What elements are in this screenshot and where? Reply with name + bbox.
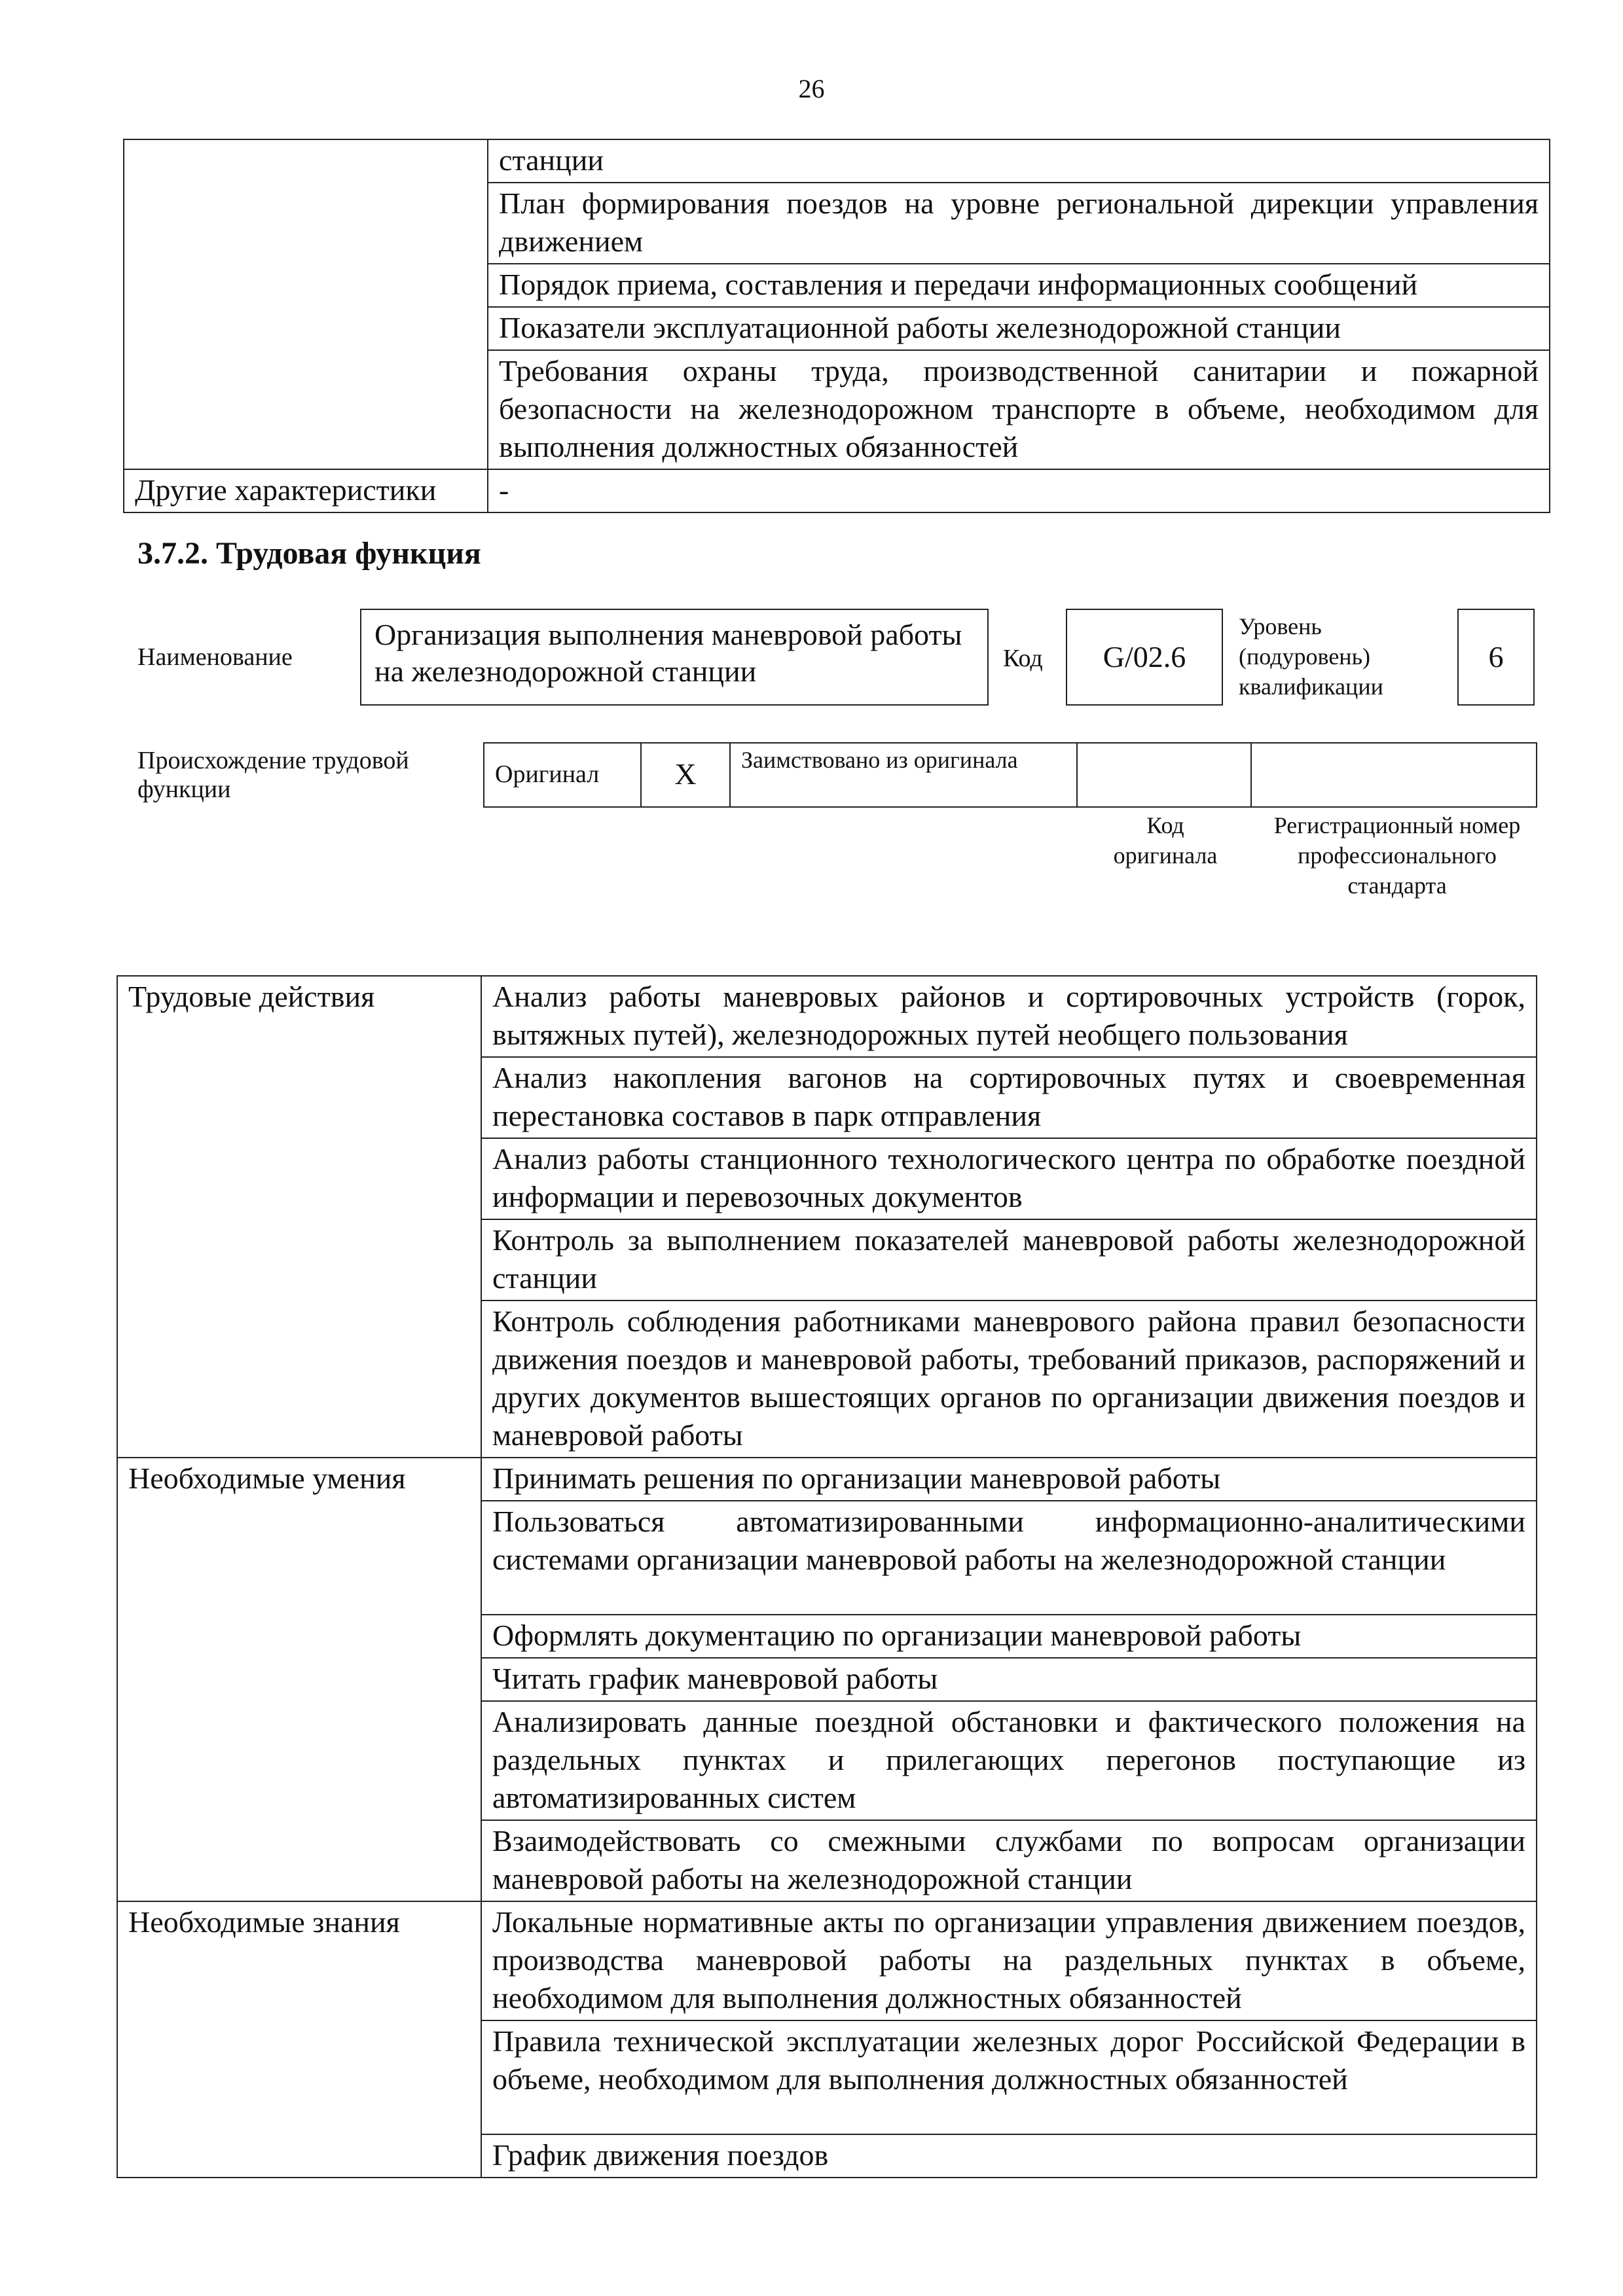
skill-5: Анализировать данные поездной обстановки и фактического положения на раздельных пунктах и прилегающих перегонов поступающие из автоматизированных систем	[481, 1701, 1537, 1820]
skill-6: Взаимодействовать со смежными службами по вопросам организации маневровой работы на железнодорожной станции	[481, 1820, 1537, 1901]
top-row-5: Требования охраны труда, производственной санитарии и пожарной безопасности на железнодорожном транспорте в объеме, необходимом для выполнения должностных обязанностей	[488, 350, 1550, 469]
labor-action-2: Анализ накопления вагонов на сортировочных путях и своевременная перестановка составов в парк отправления	[481, 1057, 1537, 1138]
origin-label: Происхождение трудовой функции	[137, 747, 409, 803]
page-number: 26	[798, 74, 825, 103]
origin-code-caption: Код оригинала	[1113, 812, 1218, 869]
top-row-3: Порядок приема, составления и передачи информационных сообщений	[488, 264, 1550, 307]
knowledge-3: График движения поездов	[481, 2134, 1537, 2178]
origin-table	[483, 742, 1537, 808]
origin-reg-cell	[1251, 743, 1537, 807]
level-value: 6	[1488, 640, 1504, 673]
level-label: Уровень (подуровень) квалификации	[1239, 613, 1383, 700]
main-table	[117, 975, 1537, 2178]
name-value-box	[360, 609, 989, 706]
skills-label: Необходимые умения	[117, 1458, 481, 1901]
origin-original-mark: X	[641, 743, 730, 807]
labor-actions-label: Трудовые действия	[117, 976, 481, 1458]
top-table-empty-cell	[124, 139, 488, 469]
labor-action-3: Анализ работы станционного технологического центра по обработке поездной информации и перевозочных документов	[481, 1138, 1537, 1219]
knowledge-label: Необходимые знания	[117, 1901, 481, 2178]
labor-action-5: Контроль соблюдения работниками маневрового района правил безопасности движения поездов и маневровой работы, требований приказов, распоряжений и других документов вышестоящих органов по организации движения поездов и маневровой работы	[481, 1300, 1537, 1458]
skill-1: Принимать решения по организации маневровой работы	[481, 1458, 1537, 1501]
name-value: Организация выполнения маневровой работы на железнодорожной станции	[374, 618, 962, 688]
other-characteristics-label: Другие характеристики	[124, 469, 488, 512]
top-table	[123, 139, 1550, 513]
labor-action-1: Анализ работы маневровых районов и сортировочных устройств (горок, вытяжных путей), железнодорожных путей необщего пользования	[481, 976, 1537, 1057]
knowledge-1: Локальные нормативные акты по организации управления движением поездов, производства маневровой работы на раздельных пунктах в объеме, необходимом для выполнения должностных обязанностей	[481, 1901, 1537, 2020]
section-title: 3.7.2. Трудовая функция	[137, 536, 481, 571]
top-row-2: План формирования поездов на уровне региональной дирекции управления движением	[488, 183, 1550, 264]
labor-action-4: Контроль за выполнением показателей маневровой работы железнодорожной станции	[481, 1219, 1537, 1300]
origin-original-label: Оригинал	[484, 743, 641, 807]
code-value: G/02.6	[1103, 640, 1186, 673]
origin-borrowed-label: Заимствовано из оригинала	[730, 743, 1077, 807]
knowledge-2: Правила технической эксплуатации железных дорог Российской Федерации в объеме, необходимом для выполнения должностных обязанностей	[481, 2020, 1537, 2134]
skill-4: Читать график маневровой работы	[481, 1658, 1537, 1701]
code-label: Код	[1003, 645, 1043, 672]
origin-reg-caption: Регистрационный номер профессионального стандарта	[1273, 812, 1521, 899]
origin-code-cell	[1077, 743, 1251, 807]
level-value-box	[1457, 609, 1535, 706]
skill-2: Пользоваться автоматизированными информационно-аналитическими системами организации маневровой работы на железнодорожной станции	[481, 1501, 1537, 1615]
name-label: Наименование	[137, 643, 293, 671]
top-row-4: Показатели эксплуатационной работы железнодорожной станции	[488, 307, 1550, 350]
top-row-1: станции	[488, 139, 1550, 183]
code-value-box	[1066, 609, 1223, 706]
other-characteristics-value: -	[488, 469, 1550, 512]
skill-3: Оформлять документацию по организации маневровой работы	[481, 1615, 1537, 1658]
